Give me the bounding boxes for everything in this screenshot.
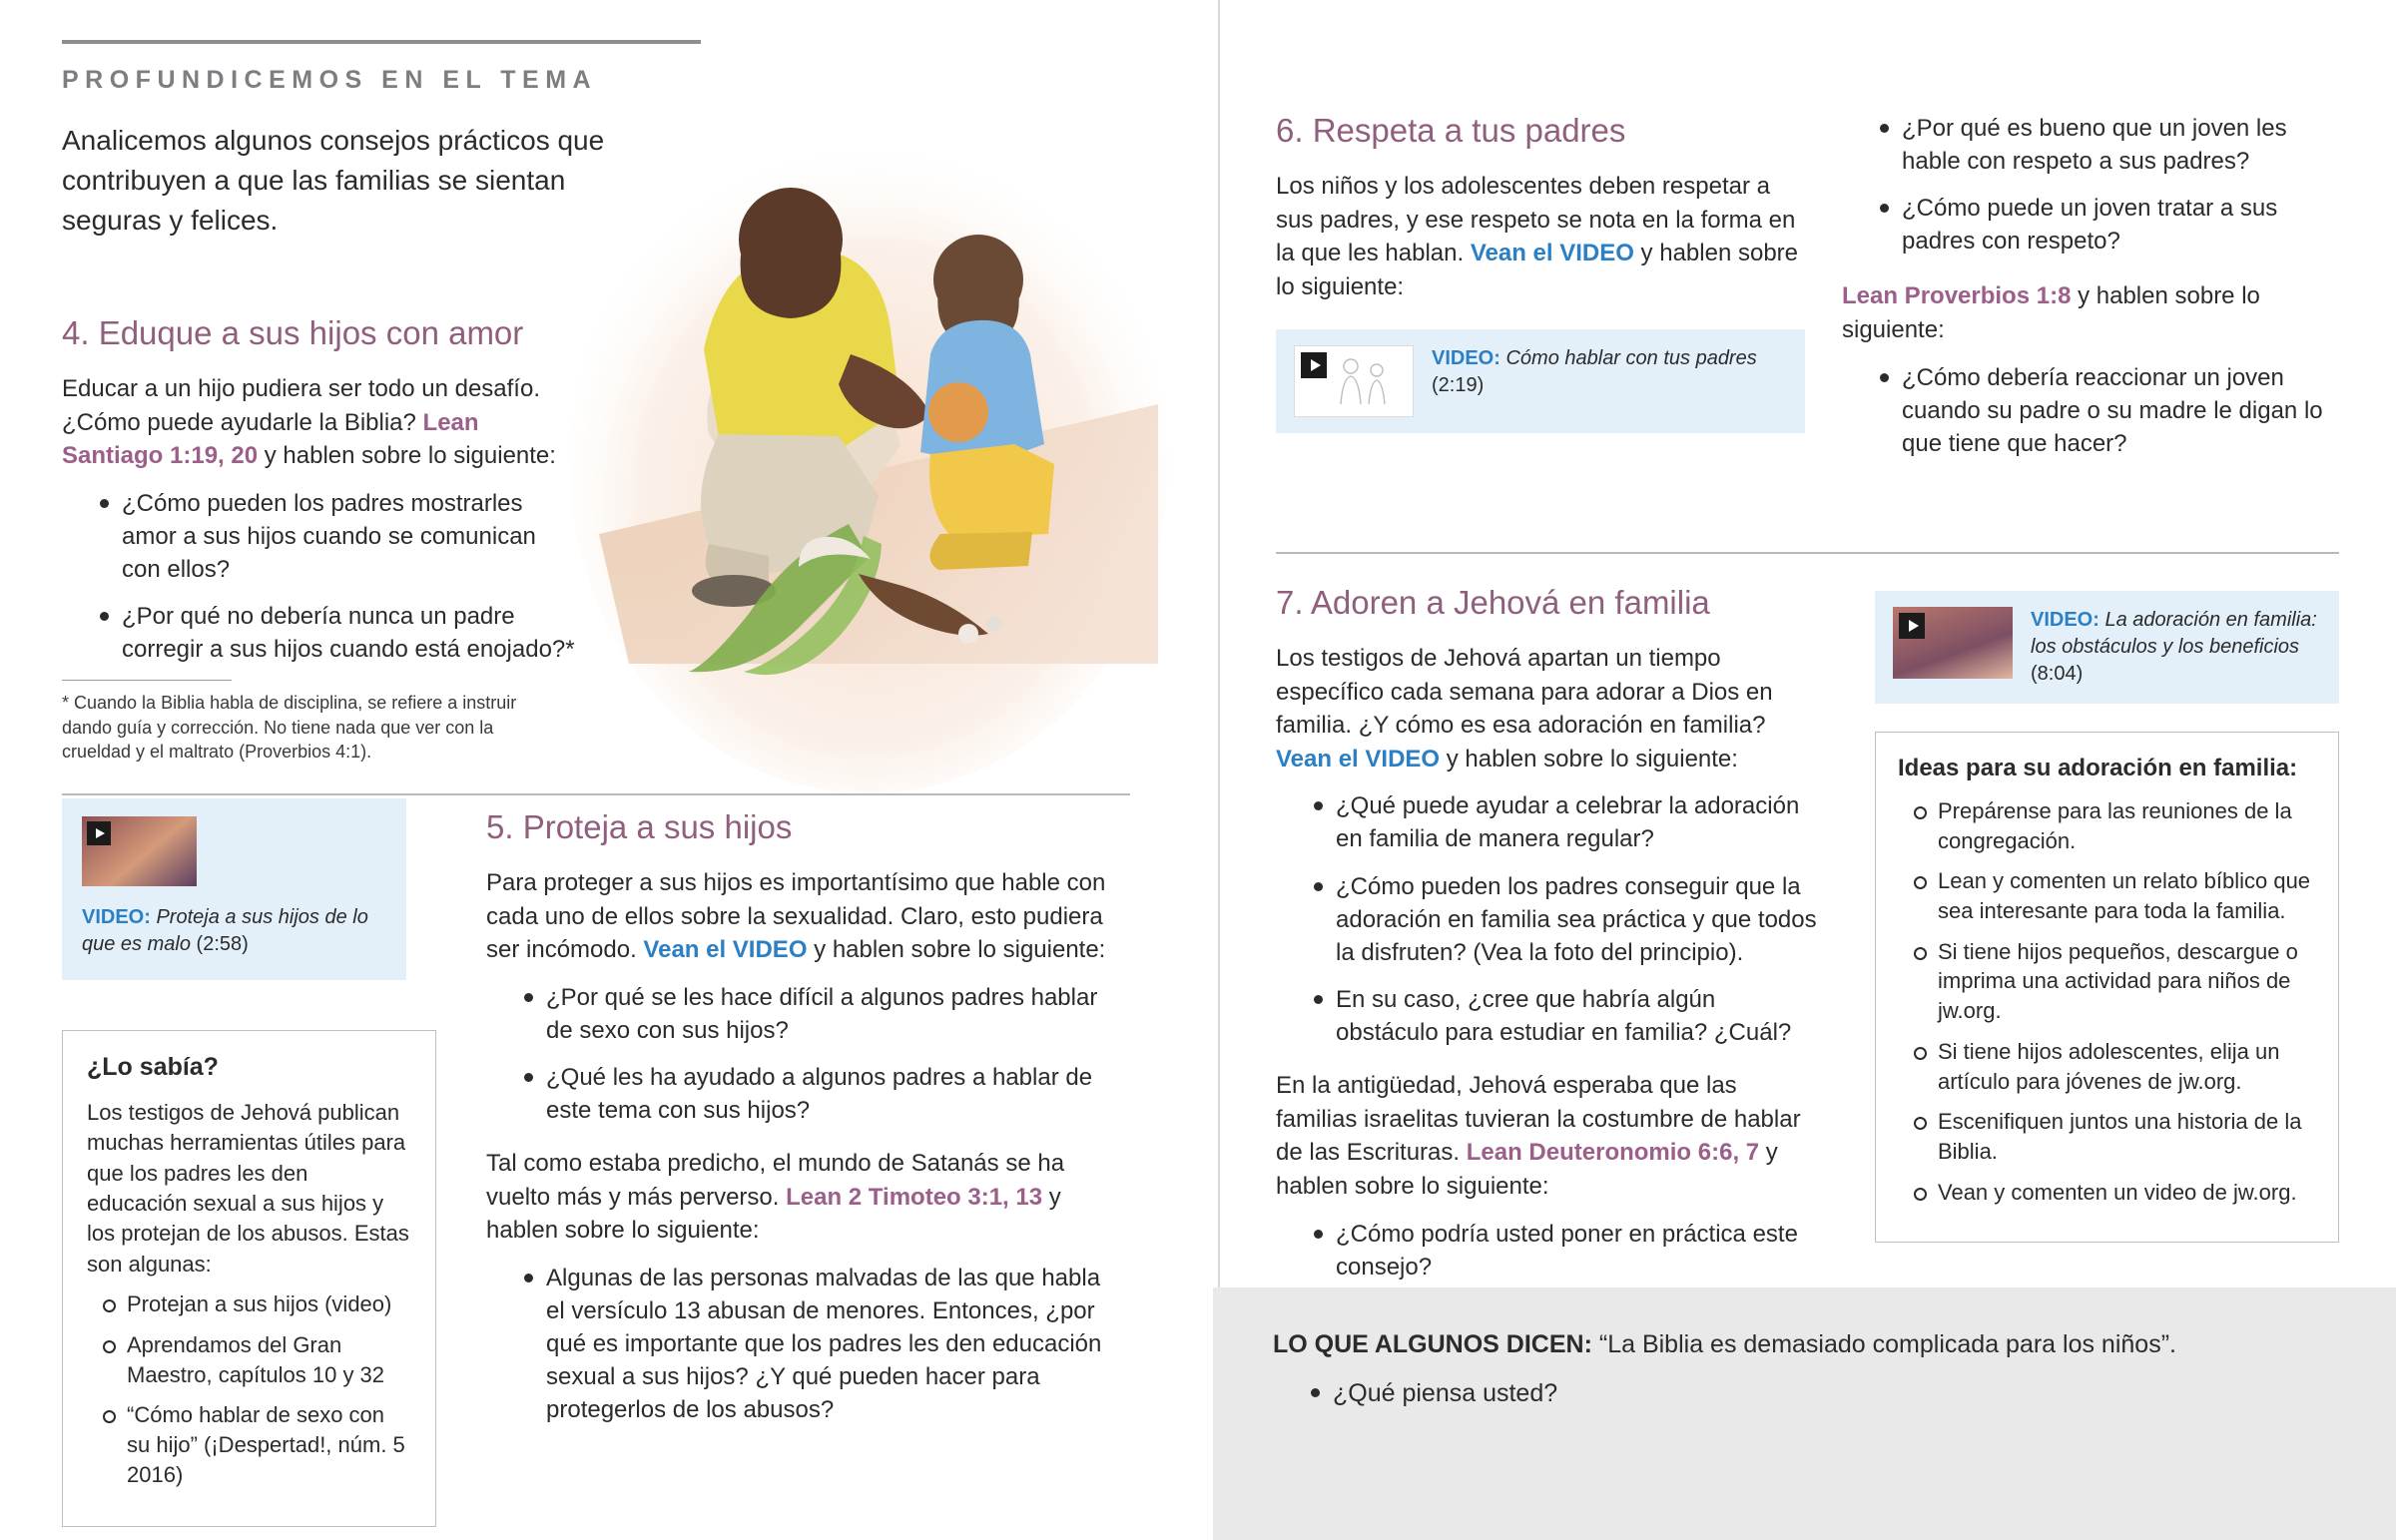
section-5-bullets-2: [486, 1262, 1115, 1427]
did-you-know-text: Los testigos de Jehová publican muchas herramientas útiles para que los padres les den educación sexual a sus hijos y los protejan de los abusos. Estas son algunas:: [87, 1100, 409, 1277]
quote-label: LO QUE ALGUNOS DICEN:: [1273, 1330, 1592, 1358]
section-5-scripture[interactable]: Lean 2 Timoteo 3:1, 13: [786, 1183, 1043, 1211]
did-you-know-box: [62, 1030, 436, 1527]
ideas-list: [1898, 796, 2316, 1207]
section-7-heading: 7. Adoren a Jehová en familia: [1276, 584, 1710, 621]
list-item: ¿Por qué se les hace difícil a algunos padres hablar de sexo con sus hijos?: [520, 981, 1115, 1047]
video-card-proteja[interactable]: [62, 798, 406, 980]
section-6-scripture-line: [1842, 279, 2341, 346]
section-7-p2-b: y hablen sobre lo siguiente:: [1276, 1139, 1778, 1200]
play-icon[interactable]: [87, 821, 111, 845]
list-item: Lean y comenten un relato bíblico que sea interesante para toda la familia.: [1912, 866, 2316, 925]
play-icon[interactable]: [1301, 352, 1327, 378]
section-6-video-link[interactable]: Vean el VIDEO: [1470, 240, 1634, 267]
section-6-heading: 6. Respeta a tus padres: [1276, 112, 1626, 149]
video-label: VIDEO:: [2031, 609, 2099, 631]
video-title: Proteja a sus hijos de lo que es malo: [82, 906, 368, 955]
video-thumbnail[interactable]: [82, 816, 197, 886]
video-thumbnail[interactable]: [1893, 607, 2013, 679]
section-4-paragraph: [62, 372, 581, 473]
section-kicker: PROFUNDICEMOS EN EL TEMA: [62, 66, 598, 94]
section-5-p2-b: y hablen sobre lo siguiente:: [486, 1183, 1061, 1245]
list-item: ¿Cómo debería reaccionar un joven cuando su padre o su madre le digan lo que tiene que hacer?: [1876, 361, 2341, 460]
footnote-divider: [62, 680, 232, 681]
section-5-p2-a: Tal como estaba predicho, el mundo de Satanás se ha vuelto más y más perverso.: [486, 1150, 1065, 1211]
right-horizontal-rule: [1276, 552, 2339, 554]
list-item: ¿Qué piensa usted?: [1307, 1376, 2336, 1411]
section-4: [62, 314, 581, 764]
list-item: Si tiene hijos pequeños, descargue o imprima una actividad para niños de jw.org.: [1912, 937, 2316, 1026]
section-4-footnote: * Cuando la Biblia habla de disciplina, se refiere a instruir dando guía y corrección. No tiene nada que ver con la crueldad y el maltrato (Proverbios 4:1).: [62, 693, 517, 762]
list-item: Prepárense para las reuniones de la congregación.: [1912, 796, 2316, 855]
list-item: ¿Cómo podría usted poner en práctica este consejo?: [1310, 1218, 1820, 1283]
section-7-bullets-2: [1276, 1218, 1820, 1283]
list-item: Protejan a sus hijos (video): [101, 1289, 411, 1319]
section-4-scripture[interactable]: Lean Santiago 1:19, 20: [62, 408, 479, 470]
video-thumbnail[interactable]: [1294, 345, 1414, 417]
list-item: ¿Cómo pueden los padres mostrarles amor a sus hijos cuando se comunican con ellos?: [96, 487, 581, 586]
section-5-paragraph-1: [486, 866, 1115, 967]
did-you-know-title: ¿Lo sabía?: [87, 1053, 219, 1081]
list-item: Escenifiquen juntos una historia de la Biblia.: [1912, 1107, 2316, 1166]
quote-band: [1213, 1287, 2396, 1540]
list-item: Algunas de las personas malvadas de las que habla el versículo 13 abusan de menores. Entonces, ¿por qué es importante que los padres les den educación sexual a sus hijos? ¿Y qué pueden hacer para protegerlos de los abusos?: [520, 1262, 1115, 1427]
play-icon[interactable]: [1899, 613, 1925, 639]
list-item: Vean y comenten un video de jw.org.: [1912, 1178, 2316, 1208]
section-6-p1-a: Los niños y los adolescentes deben respetar a sus padres, y ese respeto se nota en la forma en la que les hablan.: [1276, 173, 1796, 267]
intro-paragraph: Analicemos algunos consejos prácticos que contribuyen a que las familias se sientan seguras y felices.: [62, 125, 605, 236]
list-item: ¿Qué les ha ayudado a algunos padres a hablar de este tema con sus hijos?: [520, 1061, 1115, 1127]
section-6-scripture-suffix: y hablen sobre lo siguiente:: [1842, 282, 2260, 344]
quote-line: [1273, 1327, 2336, 1362]
list-item: ¿Por qué no debería nunca un padre corregir a sus hijos cuando está enojado?*: [96, 600, 581, 666]
section-7-bullets: [1276, 789, 1820, 1049]
illustration-father-and-son: [559, 105, 1178, 793]
video-duration: (2:58): [196, 933, 249, 955]
section-4-heading: 4. Eduque a sus hijos con amor: [62, 314, 524, 351]
video-caption: [1432, 345, 1757, 399]
section-5-heading: 5. Proteja a sus hijos: [486, 808, 793, 845]
section-6-bullets: [1842, 112, 2341, 257]
section-7-p1-b: y hablen sobre lo siguiente:: [1440, 745, 1738, 772]
section-7-p1-a: Los testigos de Jehová apartan un tiempo específico cada semana para adorar a Dios en familia. ¿Y cómo es esa adoración en familia?: [1276, 645, 1773, 740]
section-5-video-link[interactable]: Vean el VIDEO: [643, 936, 808, 964]
section-7-p2-a: En la antigüedad, Jehová esperaba que las familias israelitas tuvieran la costumbre de hablar de las Escrituras.: [1276, 1072, 1801, 1167]
video-caption: [82, 904, 386, 958]
section-5-bullets: [486, 981, 1115, 1127]
video-label: VIDEO:: [1432, 347, 1500, 370]
list-item: ¿Cómo puede un joven tratar a sus padres con respeto?: [1876, 192, 2341, 257]
section-6-bullets-2: [1842, 361, 2341, 460]
video-card-adoracion[interactable]: [1875, 591, 2339, 704]
list-item: ¿Qué puede ayudar a celebrar la adoración en familia de manera regular?: [1310, 789, 1820, 855]
list-item: Si tiene hijos adolescentes, elija un artículo para jóvenes de jw.org.: [1912, 1037, 2316, 1096]
section-5-paragraph-2: [486, 1147, 1115, 1248]
video-title: La adoración en familia: los obstáculos y los beneficios: [2031, 609, 2317, 658]
section-6-scripture[interactable]: Lean Proverbios 1:8: [1842, 282, 2072, 310]
section-7-video-link[interactable]: Vean el VIDEO: [1276, 745, 1441, 772]
video-caption: [2031, 607, 2321, 688]
left-horizontal-rule: [62, 793, 1130, 795]
section-5-p1-b: y hablen sobre lo siguiente:: [807, 936, 1106, 964]
list-item: ¿Cómo pueden los padres conseguir que la adoración en familia sea práctica y que todos la disfruten? (Vea la foto del principio).: [1310, 870, 1820, 969]
section-5-p1-a: Para proteger a sus hijos es importantísimo que hable con cada uno de ellos sobre la sexualidad. Claro, esto pudiera ser incómodo.: [486, 869, 1106, 964]
video-duration: (2:19): [1432, 374, 1485, 397]
did-you-know-list: [87, 1289, 411, 1489]
section-6: [1276, 112, 1805, 433]
section-4-p1-a: Educar a un hijo pudiera ser todo un desafío. ¿Cómo puede ayudarle la Biblia?: [62, 375, 540, 436]
video-title: Cómo hablar con tus padres: [1505, 347, 1757, 370]
section-6-p1-b: y hablen sobre lo siguiente:: [1276, 240, 1798, 300]
list-item: Aprendamos del Gran Maestro, capítulos 10 y 32: [101, 1330, 411, 1389]
section-7-paragraph-1: [1276, 642, 1820, 775]
video-duration: (8:04): [2031, 663, 2084, 685]
section-7: [1276, 584, 1820, 1297]
section-7-paragraph-2: [1276, 1069, 1820, 1203]
ideas-title: Ideas para su adoración en familia:: [1898, 755, 2298, 781]
section-4-p1-b: y hablen sobre lo siguiente:: [258, 442, 556, 470]
section-7-scripture[interactable]: Lean Deuteronomio 6:6, 7: [1466, 1139, 1760, 1167]
quote-text: “La Biblia es demasiado complicada para los niños”.: [1598, 1330, 2176, 1358]
section-4-bullets: [62, 487, 581, 667]
quote-bullets: [1273, 1376, 2336, 1411]
list-item: “Cómo hablar de sexo con su hijo” (¡Despertad!, núm. 5 2016): [101, 1400, 411, 1489]
video-card-como-hablar[interactable]: [1276, 329, 1805, 433]
list-item: ¿Por qué es bueno que un joven les hable con respeto a sus padres?: [1876, 112, 2341, 178]
video-label: VIDEO:: [82, 906, 151, 928]
ideas-box: [1875, 732, 2339, 1243]
section-6-paragraph: [1276, 170, 1805, 303]
section-6-side-column: [1842, 112, 2341, 474]
section-7-side-column: [1875, 591, 2339, 1243]
list-item: En su caso, ¿cree que habría algún obstáculo para estudiar en familia? ¿Cuál?: [1310, 983, 1820, 1049]
top-rule: [62, 40, 701, 44]
sketch-illustration: [1329, 354, 1399, 412]
section-5: [486, 808, 1115, 1441]
